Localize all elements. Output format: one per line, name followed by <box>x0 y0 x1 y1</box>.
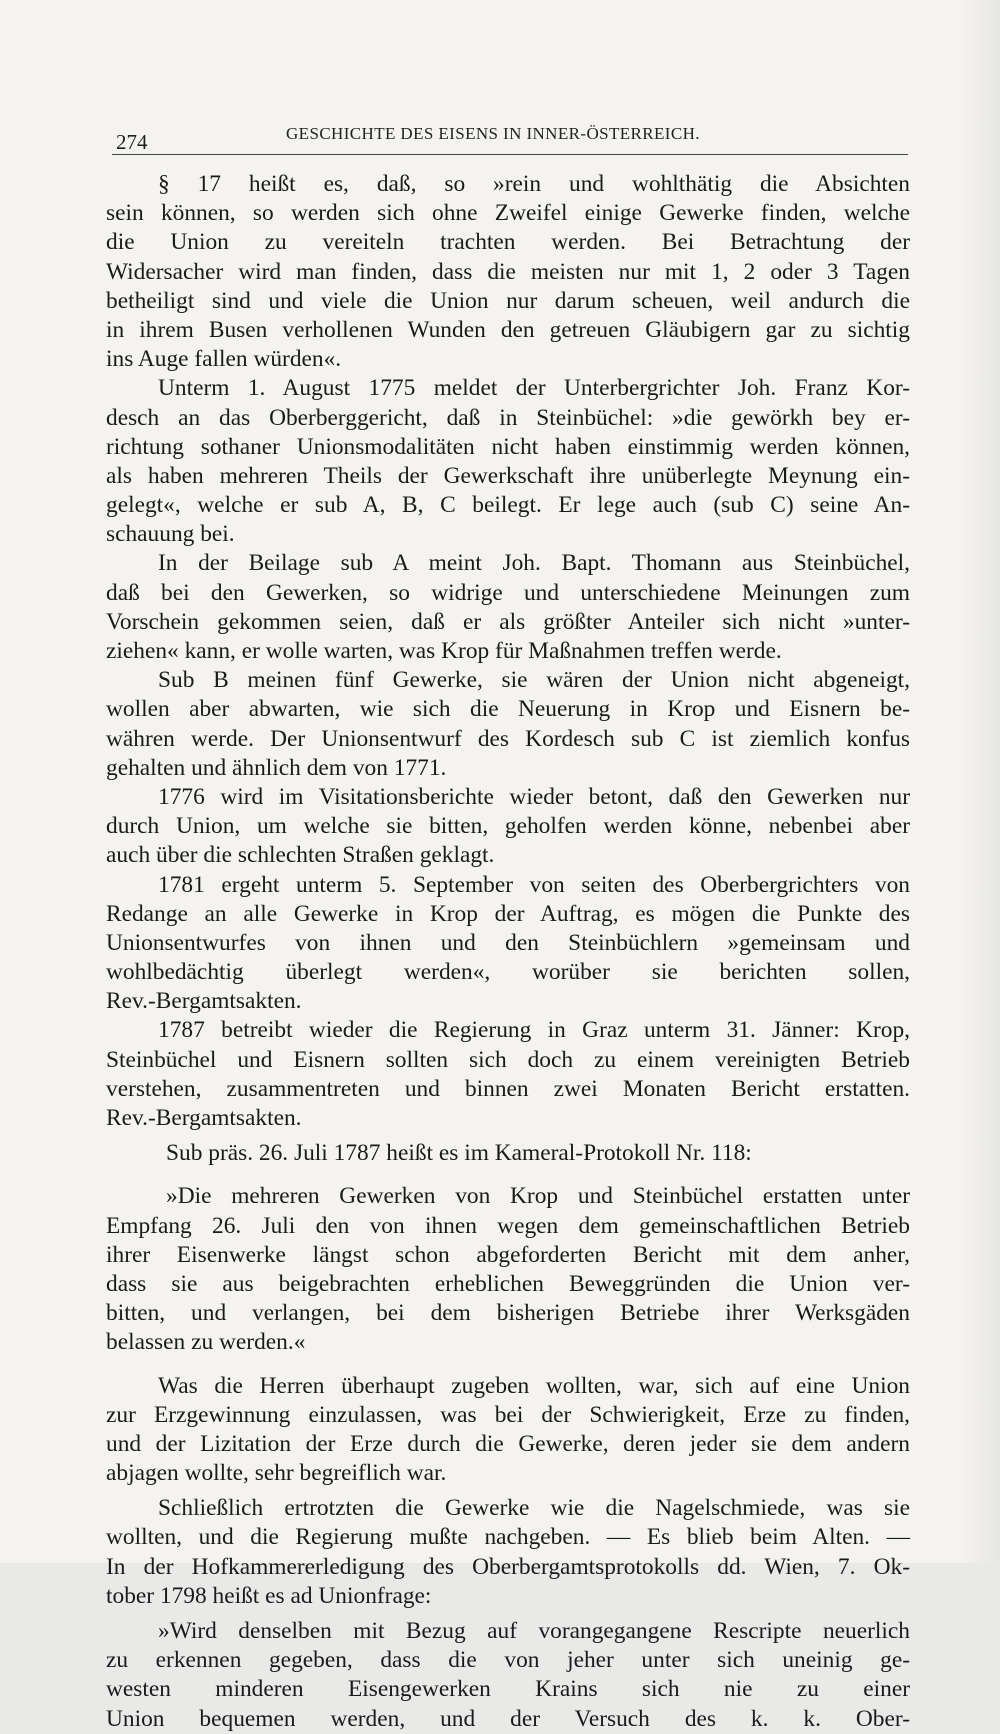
text-line: in ihrem Busen verhollenen Wunden den getreuen Gläubigern gar zu sichtig <box>106 316 910 343</box>
running-title: GESCHICHTE DES EISENS IN INNER-ÖSTERREICH. <box>286 124 700 143</box>
page-edge-shadow <box>960 0 1000 1563</box>
text-line: gelegt«, welche er sub A, B, C beilegt. Er lege auch (sub C) seine An- <box>106 492 910 519</box>
text-line: 1787 betreibt wieder die Regierung in Graz unterm 31. Jänner: Krop, <box>158 1017 910 1044</box>
text-line: § 17 heißt es, daß, so »rein und wohlthätig die Absichten <box>158 171 910 197</box>
text-line: Union bequemen werden, und der Versuch des k. k. Ober- <box>106 1705 910 1732</box>
text-line: westen minderen Eisengewerken Krains sich nie zu einer <box>106 1676 910 1703</box>
text-line: schauung bei. <box>106 521 235 548</box>
text-line: Schließlich ertrotzten die Gewerke wie die Nagelschmiede, was sie <box>158 1495 910 1522</box>
text-line: betheiligt sind und viele die Union nur darum scheuen, weil andurch die <box>106 287 910 314</box>
text-line: abjagen wollte, sehr begreiflich war. <box>106 1460 447 1487</box>
text-line: Redange an alle Gewerke in Krop der Auftrag, es mögen die Punkte des <box>106 900 910 927</box>
text-line: Sub präs. 26. Juli 1787 heißt es im Kameral-Protokoll Nr. 118: <box>166 1140 752 1167</box>
text-line: auch über die schlechten Straßen geklagt. <box>106 842 495 869</box>
text-line: Steinbüchel und Eisnern sollten sich doch zu einem vereinigten Betrieb <box>106 1046 910 1073</box>
text-line: Rev.-Bergamtsakten. <box>106 988 302 1015</box>
text-line: 1776 wird im Visitationsberichte wieder betont, daß den Gewerken nur <box>158 783 910 810</box>
text-line: wollen aber abwarten, wie sich die Neuerung in Krop und Eisnern be- <box>106 696 910 723</box>
text-line: ihrer Eisenwerke längst schon abgeforderten Bericht mit dem anher, <box>106 1241 910 1268</box>
text-line: Widersacher wird man finden, dass die meisten nur mit 1, 2 oder 3 Tagen <box>106 258 910 285</box>
text-line: Empfang 26. Juli den von ihnen wegen dem gemeinschaftlichen Betrieb <box>106 1212 910 1239</box>
text-line: bitten, und verlangen, bei dem bisherigen Betriebe ihrer Werksgäden <box>106 1300 910 1327</box>
text-line: sein können, so werden sich ohne Zweifel einige Gewerke finden, welche <box>106 200 910 227</box>
text-line: als haben mehreren Theils der Gewerkschaft ihre unüberlegte Meynung ein- <box>106 462 910 489</box>
text-line: durch Union, um welche sie bitten, geholfen werden könne, nebenbei aber <box>106 813 910 840</box>
text-line: ins Auge fallen würden«. <box>106 346 342 373</box>
text-line: wohlbedächtig überlegt werden«, worüber sie berichten sollen, <box>106 959 910 986</box>
text-line: »Wird denselben mit Bezug auf vorangegangene Rescripte neuerlich <box>158 1618 910 1644</box>
paragraph-gap <box>106 1358 910 1372</box>
text-line: Sub B meinen fünf Gewerke, sie wären der Union nicht abgeneigt, <box>158 667 910 694</box>
body-text <box>106 170 910 1734</box>
text-line: In der Hofkammererledigung des Oberbergamtsprotokolls dd. Wien, 7. Ok- <box>106 1553 910 1580</box>
page-header <box>112 124 908 155</box>
text-line: desch an das Oberberggericht, daß in Steinbüchel: »die gewörkh bey er- <box>106 404 910 431</box>
text-line: In der Beilage sub A meint Joh. Bapt. Thomann aus Steinbüchel, <box>158 550 910 577</box>
text-line: die Union zu vereiteln trachten werden. Bei Betrachtung der <box>106 229 910 256</box>
text-line: Vorschein gekommen seien, daß er als größter Anteiler sich nicht »unter- <box>106 608 910 635</box>
text-line: daß bei den Gewerken, so widrige und unterschiedene Meinungen zum <box>106 579 910 606</box>
text-line: tober 1798 heißt es ad Unionfrage: <box>106 1582 432 1609</box>
text-line: »Die mehreren Gewerken von Krop und Steinbüchel erstatten unter <box>166 1183 910 1210</box>
text-line: zur Erzgewinnung einzulassen, was bei der Schwierigkeit, Erze zu finden, <box>106 1401 910 1428</box>
text-line: und der Lizitation der Erze durch die Gewerke, deren jeder sie dem andern <box>106 1430 910 1457</box>
text-line: dass sie aus beigebrachten erheblichen Beweggründen die Union ver- <box>106 1270 910 1297</box>
text-line: ziehen« kann, er wolle warten, was Krop für Maßnahmen treffen werde. <box>106 638 782 664</box>
text-line: Was die Herren überhaupt zugeben wollten, war, sich auf eine Union <box>158 1372 910 1399</box>
text-line: wollten, und die Regierung mußte nachgeben. — Es blieb beim Alten. — <box>106 1524 910 1551</box>
text-line: währen werde. Der Unionsentwurf des Kordesch sub C ist ziemlich konfus <box>106 725 910 752</box>
text-line: verstehen, zusammentreten und binnen zwei Monaten Bericht erstatten. <box>106 1075 910 1102</box>
page-number: 274 <box>116 130 148 154</box>
text-line: Unterm 1. August 1775 meldet der Unterbergrichter Joh. Franz Kor- <box>158 375 910 402</box>
text-line: belassen zu werden.« <box>106 1329 306 1356</box>
text-line: zu erkennen gegeben, dass die von jeher unter sich uneinig ge- <box>106 1647 910 1674</box>
text-line: gehalten und ähnlich dem von 1771. <box>106 754 447 781</box>
text-line: richtung sothaner Unionsmodalitäten nicht haben einstimmig werden können, <box>106 433 910 460</box>
text-line: 1781 ergeht unterm 5. September von seiten des Oberbergrichters von <box>158 871 910 898</box>
text-line: Rev.-Bergamtsakten. <box>106 1105 302 1131</box>
paragraph-gap <box>106 1168 910 1182</box>
text-line: Unionsentwurfes von ihnen und den Steinbüchlern »gemeinsam und <box>106 929 910 956</box>
